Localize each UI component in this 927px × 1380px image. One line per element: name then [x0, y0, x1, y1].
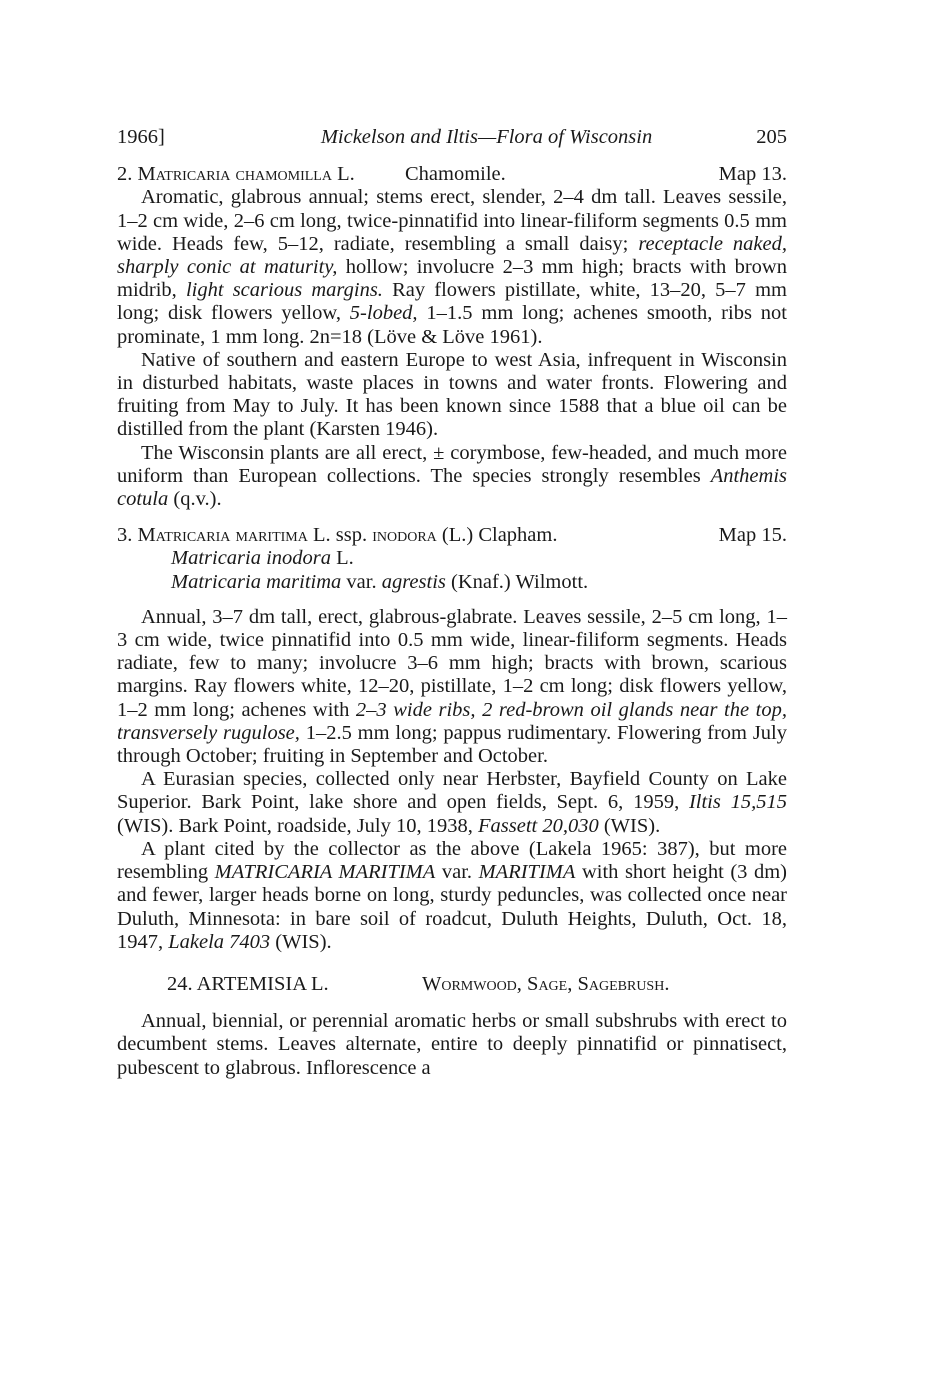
text-run: (WIS). [598, 814, 661, 837]
entry-subspecies: inodora [372, 524, 437, 547]
paragraph-description [117, 606, 787, 768]
page-margin-top [0, 0, 927, 126]
entry-map-ref: Map 15. [718, 524, 787, 547]
synonym-rank: var. [346, 570, 377, 593]
text-run: Annual, 3–7 dm tall, erect, glabrous-glabrate. Leaves sessile, 2–5 cm long, 1–3 cm wide, twice pinnatifid into 0.5 mm wide, linear-filiform segments. Heads radiate, few to many; involucre 3–6 mm high; bracts with brown, scarious margins. Ray flowers white, 12–20, pistillate, 1–2 cm long; disk flowers yellow, 1–2 mm long; achenes with [117, 605, 787, 721]
paragraph-description [117, 186, 787, 348]
text-run: var. [435, 861, 479, 884]
paragraph-genus-description: Annual, biennial, or perennial aromatic herbs or small subshrubs with erect to decumbent stems. Leaves alternate, entire to deeply pinnatifid or pinnatisect, pubescent to glabrous. Inflorescence a [117, 1010, 787, 1079]
text-run: with short height (3 dm) and fewer, larger heads borne on long, sturdy peduncles, was collected once near Duluth, Minnesota: in bare soil of roadcut, Duluth Heights, Duluth, Oct. 18, 1947, [117, 861, 787, 953]
entry-number: 2. [117, 163, 133, 186]
entry-title [117, 163, 506, 186]
paragraph-native: Native of southern and eastern Europe to west Asia, infrequent in Wisconsin in disturbed habitats, waste places in towns and water fronts. Flowering and fruiting from May to July. It has been known since 1588 that a blue oil can be distilled from the plant (Karsten 1946). [117, 348, 787, 441]
header-page-number: 205 [756, 126, 787, 148]
italic-text: 5-lobed, [349, 302, 418, 325]
text-run: 1–2.5 mm long; pappus rudimentary. Flowering from July through October; fruiting in September and October. [117, 721, 787, 768]
synonym-name: Matricaria inodora [171, 547, 332, 570]
synonym-author: L. [336, 547, 354, 570]
text-run: (q.v.). [168, 488, 222, 511]
text-run: The Wisconsin plants are all erect, ± corymbose, few-headed, and much more uniform than European collections. The species strongly resembles [117, 441, 787, 487]
header-running-title: Mickelson and Iltis—Flora of Wisconsin [320, 126, 653, 148]
entry-map-ref: Map 13. [718, 163, 787, 186]
entry-number: 3. [117, 524, 133, 547]
synonym-line-2 [171, 571, 787, 594]
text-run: A plant cited by the collector as the above (Lakela 1965: 387), but more resembling [117, 837, 787, 884]
synonym-author: (Knaf.) Wilmott. [451, 570, 589, 593]
entry-binomial: Matricaria maritima [137, 524, 308, 547]
header-year: 1966] [117, 126, 165, 148]
paragraph-eurasian [117, 768, 787, 838]
italic-text: Anthemis cotula [117, 464, 787, 511]
italic-text: MARITIMA [478, 861, 576, 884]
italic-text: 2–3 wide ribs, 2 red-brown oil glands near the top, transversely rugulose, [117, 698, 787, 744]
synonym-line-1 [171, 547, 787, 570]
entry-common-name: Chamomile. [405, 163, 506, 186]
genus-common-names: Wormwood, Sage, Sagebrush. [422, 972, 670, 995]
text-run: A Eurasian species, collected only near Herbster, Bayfield County on Lake Superior. Bark Point, lake shore and open fields, Sept. 6, 1959, [117, 768, 787, 814]
entry-author: L. ssp. [312, 524, 368, 547]
italic-text: light scarious margins. [185, 279, 383, 302]
genus-name: 24. ARTEMISIA L. [167, 972, 329, 995]
text-run: Ray flowers pistillate, white, 13–20, 5–7 mm long; disk flowers yellow, [117, 279, 787, 325]
text-run: (WIS). [270, 930, 332, 953]
entry-heading-chamomilla [117, 163, 787, 186]
italic-text: Fassett 20,030 [478, 814, 599, 837]
text-run: hollow; involucre 2–3 mm high; bracts with brown midrib, [117, 256, 787, 302]
text-run: 1–1.5 mm long; achenes smooth, ribs not prominate, 1 mm long. 2n=18 (Löve & Löve 1961). [117, 302, 787, 348]
text-run: Aromatic, glabrous annual; stems erect, slender, 2–4 dm tall. Leaves sessile, 1–2 cm wide, 2–6 cm long, twice-pinnatifid into linear-filiform segments 0.5 mm wide. Heads few, 5–12, radiate, resembling a small daisy; [117, 186, 787, 255]
running-header [117, 126, 787, 149]
entry-author: L. [337, 163, 355, 186]
paragraph-cited [117, 838, 787, 954]
entry-subspecies-author: (L.) Clapham. [441, 524, 558, 547]
document-page [117, 126, 787, 1080]
paragraph-plants [117, 442, 787, 512]
italic-text: MATRICARIA MARITIMA [214, 861, 436, 884]
text-run: (WIS). Bark Point, roadside, July 10, 1938, [117, 814, 478, 837]
entry-title [117, 524, 557, 547]
entry-heading-maritima [117, 524, 787, 547]
synonym-name: Matricaria maritima [171, 570, 342, 593]
italic-text: Lakela 7403 [168, 930, 271, 953]
italic-text: Iltis 15,515 [688, 791, 787, 814]
genus-heading [167, 973, 787, 996]
italic-text: receptacle naked, sharply conic at maturity, [117, 232, 787, 279]
entry-binomial: Matricaria chamomilla [137, 163, 332, 186]
synonym-epithet: agrestis [381, 570, 446, 593]
